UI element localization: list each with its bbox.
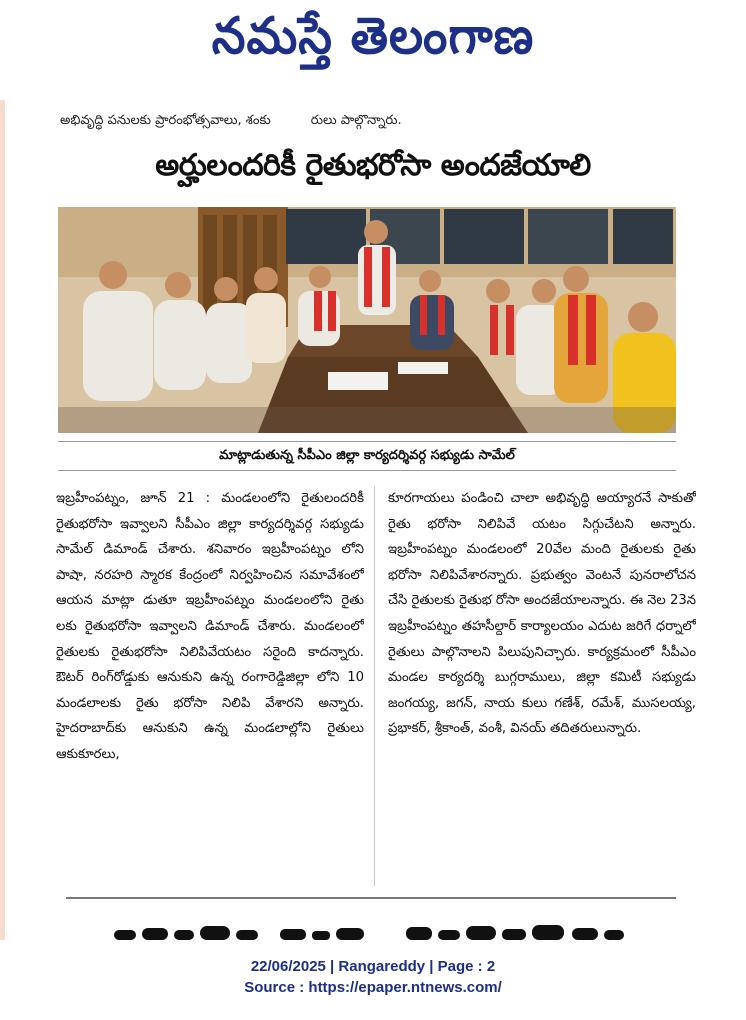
footer-date-edition: 22/06/2025 | Rangareddy | Page : 2 [250,958,496,975]
article-headline: అర్హులందరికీ రైతుభరోసా అందజేయాలి [155,148,591,183]
kicker-left: అభివృద్ధి పనులకు ప్రారంభోత్సవాలు, శంకు [60,113,271,128]
article-column-right: కూరగాయలు పండించి చాలా అభివృద్ధి అయ్యారనే సాకుతో రైతు భరోసా నిలిపివే యటం సిగ్గుచేటని అన్నారు. ఇబ్రహీంపట్నం మండలంలో 20వేల మంది రైతులకు రైతు భరోసా నిలిపివేశారన్నారు. ప్రభుత్వం వెంటనే పునరాలోచన చేసి రైతులకు రైతుభ రోసా అందజేయాలన్నారు. ఈ నెల 23న ఇబ్రహీంపట్నం తహసీల్దార్ కార్యాలయం ఎదుట జరిగే ధర్నాలో రైతులు పాల్గొనాలని పిలుపునిచ్చారు. కార్యక్రమంలో సీపీఎం మండల కార్యదర్శి బుగ్గరాములు, జిల్లా కమిటీ సభ్యుడు జంగయ్య, జగన్, నాయ కులు గణేశ్, రమేశ్, ముసలయ్య, ప్రభాకర్, శ్రీకాంత్, వంశీ, వినయ్ తదితరులున్నారు. [388,491,696,737]
article-kicker [60,112,700,130]
article-column-left: ఇబ్రహీంపట్నం, జూన్ 21 : మండలంలోని రైతులందరికీ రైతుభరోసా ఇవ్వాలని సీపీఎం జిల్లా కార్యదర్శివర్గ సభ్యుడు సామేల్ డిమాండ్ చేశారు. శనివారం ఇబ్రహీంపట్నం లోని పాషా, నరహరి స్మారక కేంద్రంలో నిర్వహించిన సమావేశంలో ఆయన మాట్లా డుతూ ఇబ్రహీంపట్నం మండలంలోని రైతు లకు రైతుభరోసా ఇవ్వాలని డిమాండ్ చేశారు. మండలంలో రైతులకు రైతుభరోసా నిలిపివేయటం సరైంది కాదన్నారు. ఔటర్ రింగ్‌రోడ్డుకు ఆనుకుని ఉన్న రంగారెడ్డిజిల్లా లోని 10 మండలాలకు రైతు భరోసా నిలిపి వేశారని అన్నారు. హైదరాబాద్‌కు ఆనుకుని ఉన్న మండలాల్లోని రైతులు ఆకుకూరలు, [56,491,364,762]
masthead-title: నమస్తే తెలంగాణ [211,6,535,66]
page-edge-strip [0,100,5,940]
kicker-right: రులు పాల్గొన్నారు. [310,113,402,128]
footer-source: Source : https://epaper.ntnews.com/ [244,979,502,996]
column-divider [374,486,375,886]
meeting-photo-illustration [58,207,676,433]
meeting-photo [58,207,676,433]
cropped-headline-glyphs [110,924,630,940]
article-bottom-rule [66,897,676,899]
next-headline-cropped [110,924,630,940]
page-footer [0,956,746,998]
photo-caption: మాట్లాడుతున్న సీపీఎం జిల్లా కార్యదర్శివర్గ సభ్యుడు సామేల్ [58,441,676,471]
newspaper-masthead [0,0,746,78]
